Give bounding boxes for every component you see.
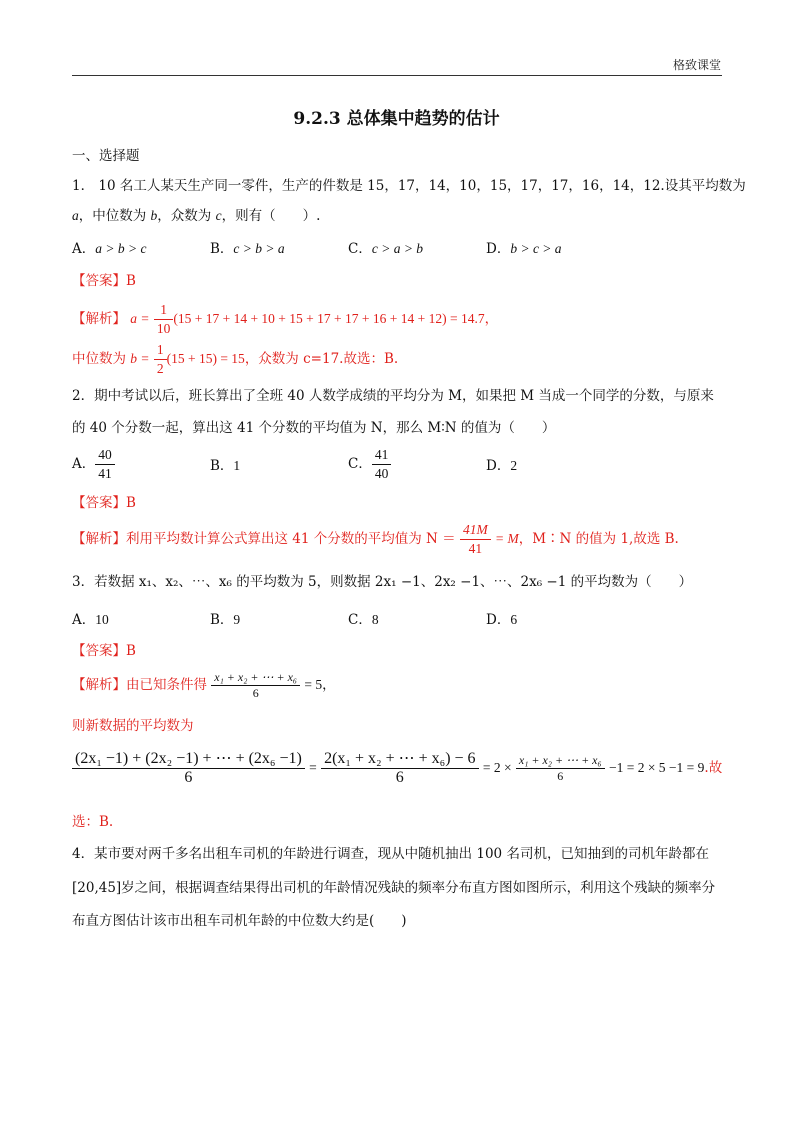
q3-solution-1: 【解析】由已知条件得 $\frac{\text{x₁ + x₂ + ⋯ + x₆}}{6}$ = 5， bbox=[72, 670, 336, 700]
q3-option-d: D．6 bbox=[486, 612, 518, 628]
q2-line1: 2．期中考试以后，班长算出了全班 40 人数学成绩的平均分为 M，如果把 M 当成一个同学的分数，与原来 bbox=[72, 388, 714, 404]
q1-text-d: ，众数为 bbox=[157, 208, 216, 224]
q1-var-c: c bbox=[215, 208, 222, 223]
q4-line2: [20,45]岁之间，根据调查结果得出司机的年龄情况残缺的频率分布直方图如图所示，利用这个残缺的频率分 bbox=[72, 880, 716, 896]
q2-line2: 的 40 个分数一起，算出这 41 个分数的平均值为 N，那么 M∶N 的值为（ ） bbox=[72, 420, 556, 436]
q3-answer: 【答案】B bbox=[72, 643, 136, 659]
q2-answer: 【答案】B bbox=[72, 495, 136, 511]
q3-option-b: B．9 bbox=[210, 612, 241, 628]
q2-option-b: B．1 bbox=[210, 458, 241, 474]
q1-option-a: A．a > b > c bbox=[72, 241, 147, 257]
q1-solution-1: 【解析】 a = $\frac{1}{10}$ (15 + 17 + 14 + 10 + 15 + 17 + 17 + 16 + 14 + 12) = 14.7， bbox=[72, 302, 499, 336]
q2-option-c: C． $\frac{41}{40}$ bbox=[348, 446, 391, 483]
q1-line2 bbox=[72, 206, 320, 226]
section-heading: 一、选择题 bbox=[72, 148, 140, 164]
q1-var-b: b bbox=[150, 208, 158, 223]
q3-solution-4: 选：B. bbox=[72, 814, 114, 830]
page-title: 9.2.3 总体集中趋势的估计 bbox=[293, 109, 500, 129]
q1-text-b: ，中位数为 bbox=[78, 208, 151, 224]
q4-line3: 布直方图估计该市出租车司机年龄的中位数大约是( ) bbox=[72, 913, 407, 929]
q1-frac-1-2: $\frac{1}{2}$ bbox=[154, 341, 167, 378]
header-divider bbox=[72, 75, 722, 76]
q3-solution-3: $\frac{\text{(2x₁ −1) + (2x₂ −1) + ⋯ + (2x₆ −1)}}{6}$ = $\frac{\text{2(x₁ + x₂ + ⋯ + x₆) − 6}}{6}$ = 2 × $\frac{\text{x₁ + x₂ + ⋯ + x₆}}{6}$ −1 = 2 × 5 −1 = 9.故 bbox=[72, 750, 722, 787]
q2-option-d: D．2 bbox=[486, 458, 518, 474]
q4-line1: 4．某市要对两千多名出租车司机的年龄进行调查，现从中随机抽出 100 名司机，已知抽到的司机年龄都在 bbox=[72, 846, 709, 862]
q1-solution-2: 中位数为 b = $\frac{1}{2}$ (15 + 15) = 15，众数为 c=17.故选：B. bbox=[72, 342, 399, 376]
q1-line1: 1． 10 名工人某天生产同一零件，生产的件数是 15，17，14，10，15，17，17，16，14，12.设其平均数为 bbox=[72, 178, 746, 194]
q3-option-c: C．8 bbox=[348, 612, 379, 628]
q3-option-a: A．10 bbox=[72, 612, 109, 628]
header-brand: 格致课堂 bbox=[672, 58, 721, 72]
q1-frac-1-10: $\frac{1}{10}$ bbox=[154, 301, 174, 338]
q1-answer: 【答案】B bbox=[72, 273, 136, 289]
q1-text-f: ，则有（ ）. bbox=[221, 208, 321, 224]
q3-line1: 3．若数据 x₁、x₂、⋯、x₆ 的平均数为 5，则数据 2x₁ −1、2x₂ −1、⋯、2x₆ −1 的平均数为（ ） bbox=[72, 574, 693, 590]
q1-option-c: C．c > a > b bbox=[348, 241, 424, 257]
q1-option-d: D．b > c > a bbox=[486, 241, 562, 257]
q1-var-a: a bbox=[72, 208, 79, 223]
q3-solution-2: 则新数据的平均数为 bbox=[72, 718, 194, 734]
q1-option-b: B．c > b > a bbox=[210, 241, 285, 257]
q2-option-a: A． $\frac{40}{41}$ bbox=[72, 446, 115, 483]
q2-solution: 【解析】利用平均数计算公式算出这 41 个分数的平均值为 N ＝ $\frac{41M}{41}$ = M，M∶N 的值为 1,故选 B. bbox=[72, 522, 679, 556]
